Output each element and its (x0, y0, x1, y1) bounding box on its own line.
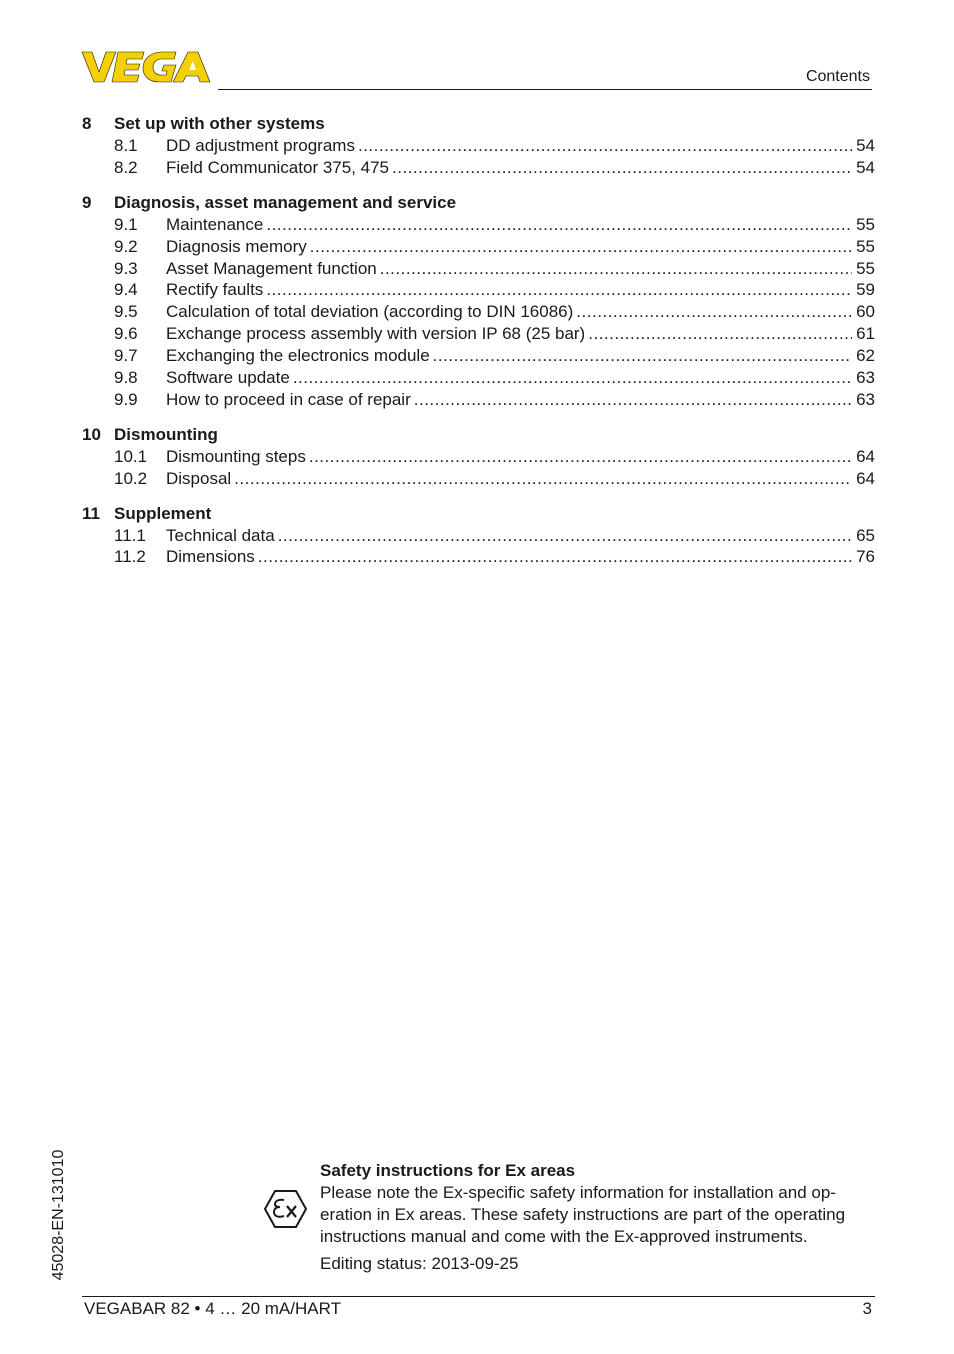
ex-hexagon-icon (263, 1189, 308, 1229)
toc-entry[interactable] (82, 468, 875, 490)
safety-line: instructions manual and come with the Ex-approved instruments. (320, 1227, 808, 1246)
chapter-title: Diagnosis, asset management and service (114, 192, 457, 212)
entry-title: Exchange process assembly with version IP 68 (25 bar) (166, 324, 586, 344)
toc-chapter-8 (82, 113, 875, 179)
dot-leader (258, 546, 852, 568)
entry-number: 9.7 (114, 346, 138, 366)
entry-title: DD adjustment programs (166, 136, 355, 155)
chapter-number: 11 (82, 503, 100, 523)
dot-leader (266, 279, 852, 301)
entry-page: 64 (856, 446, 875, 466)
entry-page: 55 (856, 258, 875, 278)
chapter-number: 10 (82, 424, 101, 444)
toc-entry[interactable] (82, 135, 875, 157)
entry-number: 9.2 (114, 236, 138, 256)
chapter-title: Supplement (114, 503, 212, 523)
toc-chapter-11 (82, 503, 875, 569)
vega-logo (80, 50, 212, 84)
entry-page: 65 (856, 525, 875, 545)
safety-title: Safety instructions for Ex areas (320, 1161, 576, 1180)
chapter-heading[interactable] (82, 424, 875, 446)
dot-leader (358, 135, 852, 157)
editing-status: Editing status: 2013-09-25 (320, 1254, 519, 1273)
dot-leader (588, 323, 852, 345)
document-code-text: 45028-EN-131010 (50, 1149, 67, 1281)
chapter-title: Dismounting (114, 424, 218, 444)
entry-title: How to proceed in case of repair (166, 389, 411, 409)
toc-entry[interactable] (82, 389, 875, 411)
entry-title: Technical data (166, 525, 275, 545)
entry-page: 61 (856, 324, 875, 344)
dot-leader (309, 446, 852, 468)
entry-page: 63 (856, 368, 875, 388)
dot-leader (234, 468, 852, 490)
entry-title: Software update (166, 368, 290, 388)
entry-page: 54 (856, 157, 875, 177)
chapter-number: 9 (82, 192, 92, 212)
toc-entry[interactable] (82, 236, 875, 258)
entry-number: 9.4 (114, 280, 138, 300)
entry-page: 64 (856, 468, 875, 488)
toc-entry[interactable] (82, 214, 875, 236)
toc-chapter-9 (82, 192, 875, 411)
entry-title: Dimensions (166, 547, 255, 567)
entry-number: 9.1 (114, 214, 138, 234)
entry-title: Rectify faults (166, 280, 264, 300)
entry-page: 59 (856, 280, 875, 300)
chapter-heading[interactable] (82, 503, 875, 525)
entry-number: 9.5 (114, 302, 138, 322)
header-divider (218, 89, 872, 90)
entry-number: 9.8 (114, 368, 138, 388)
chapter-number: 8 (82, 114, 92, 133)
toc-entry[interactable] (82, 323, 875, 345)
entry-number: 9.6 (114, 324, 138, 344)
toc-entry[interactable] (82, 258, 875, 280)
entry-page: 60 (856, 302, 875, 322)
dot-leader (433, 345, 852, 367)
dot-leader (266, 214, 852, 236)
table-of-contents (82, 113, 875, 581)
dot-leader (310, 236, 852, 258)
entry-title: Calculation of total deviation (according to DIN 16086) (166, 302, 574, 322)
entry-number: 10.1 (114, 446, 148, 466)
entry-title: Exchanging the electronics module (166, 346, 430, 366)
dot-leader (392, 157, 852, 179)
toc-entry[interactable] (82, 157, 875, 179)
chapter-heading[interactable] (82, 113, 875, 135)
entry-page: 63 (856, 389, 875, 409)
entry-number: 8.1 (114, 136, 138, 155)
toc-entry[interactable] (82, 279, 875, 301)
footer-product: VEGABAR 82 • 4 … 20 mA/HART (84, 1299, 341, 1318)
entry-title: Field Communicator 375, 475 (166, 157, 390, 177)
toc-entry[interactable] (82, 525, 875, 547)
toc-chapter-10 (82, 424, 875, 490)
toc-entry[interactable] (82, 367, 875, 389)
toc-entry[interactable] (82, 301, 875, 323)
entry-number: 8.2 (114, 157, 138, 177)
chapter-heading[interactable] (82, 192, 875, 214)
safety-line: eration in Ex areas. These safety instructions are part of the operating (320, 1205, 846, 1224)
safety-instructions (320, 1160, 880, 1248)
entry-page: 54 (856, 136, 875, 155)
entry-number: 9.3 (114, 258, 138, 278)
toc-entry[interactable] (82, 345, 875, 367)
dot-leader (278, 525, 852, 547)
page-number: 3 (862, 1299, 872, 1318)
toc-entry[interactable] (82, 446, 875, 468)
entry-title: Maintenance (166, 214, 264, 234)
entry-title: Dismounting steps (166, 446, 306, 466)
dot-leader (293, 367, 852, 389)
safety-line: Please note the Ex-specific safety information for installation and op- (320, 1183, 836, 1202)
footer-divider (82, 1296, 875, 1297)
dot-leader (414, 389, 852, 411)
entry-page: 62 (856, 346, 875, 366)
dot-leader (576, 301, 852, 323)
entry-title: Diagnosis memory (166, 236, 307, 256)
chapter-title: Set up with other systems (114, 114, 325, 133)
entry-number: 11.2 (114, 547, 146, 567)
entry-title: Disposal (166, 468, 232, 488)
document-code (50, 1140, 74, 1290)
entry-page: 76 (856, 547, 875, 567)
entry-number: 11.1 (114, 525, 146, 545)
entry-number: 10.2 (114, 468, 148, 488)
entry-title: Asset Management function (166, 258, 377, 278)
toc-entry[interactable] (82, 546, 875, 568)
entry-page: 55 (856, 214, 875, 234)
entry-number: 9.9 (114, 389, 138, 409)
running-header: Contents (805, 68, 870, 85)
dot-leader (380, 258, 852, 280)
entry-page: 55 (856, 236, 875, 256)
